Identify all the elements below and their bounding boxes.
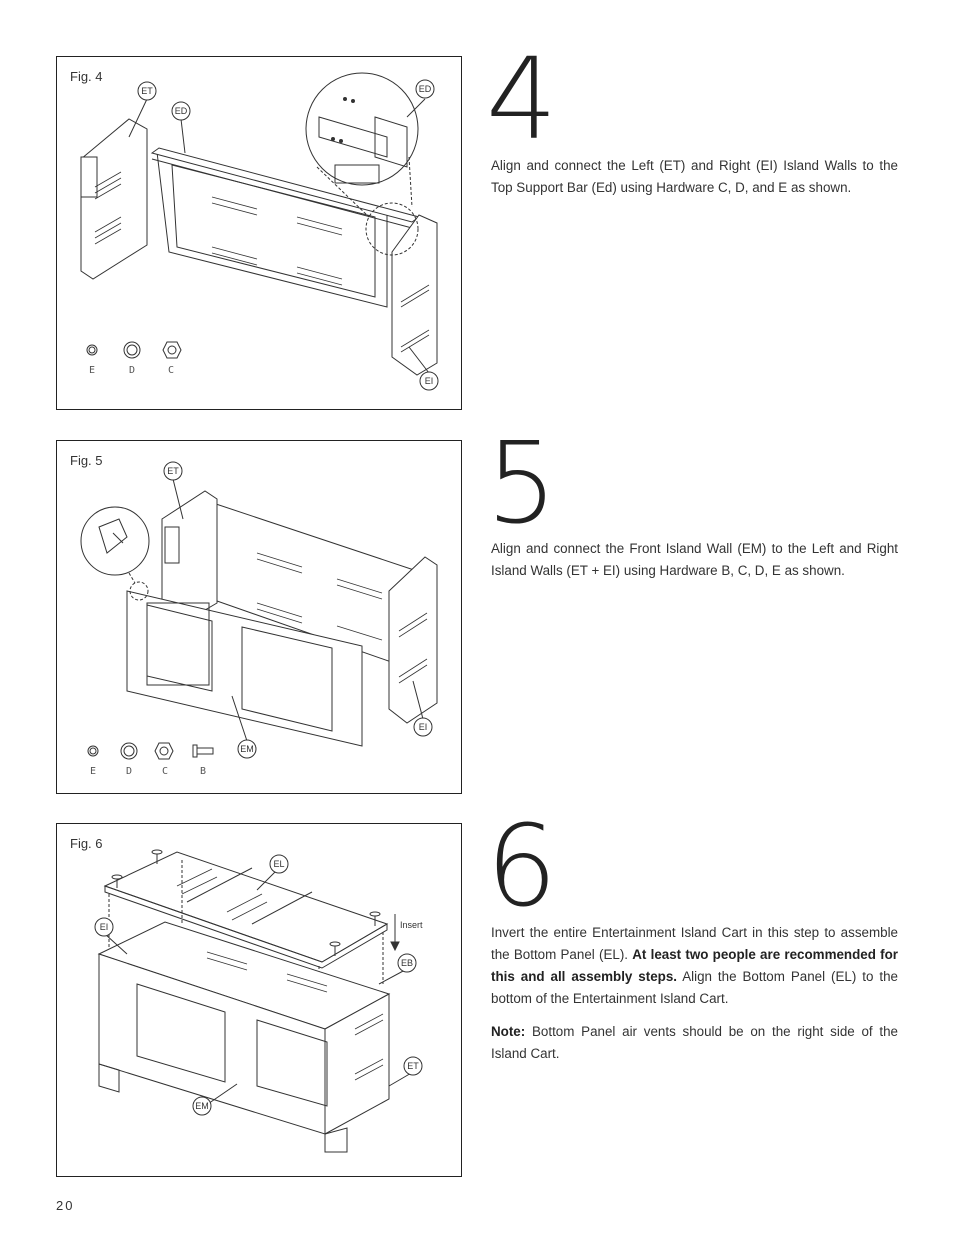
hardware-label: E: [89, 766, 97, 777]
fig6-illustration: [57, 824, 463, 1178]
figure-label: Fig. 5: [70, 453, 103, 468]
hardware-c-icon: [163, 342, 181, 358]
step-text: Align and connect the Front Island Wall (EM) to the Left and Right Island Walls (ET + EI) using Hardware B, C, D, E as shown.: [491, 541, 898, 578]
figure-label: Fig. 6: [70, 836, 103, 851]
callout-et: ET: [141, 86, 153, 96]
callout-ed: ED: [174, 106, 188, 116]
step-number: 5: [486, 419, 556, 549]
page-number: 20: [56, 1198, 75, 1213]
callout-ed: ED: [418, 84, 432, 94]
fig5-illustration: [57, 441, 463, 795]
hardware-label: C: [161, 766, 169, 777]
safety-warning: At least two people are recommended for this and all assembly steps.: [491, 947, 899, 984]
step-text-part: Invert the entire Entertainment Island Cart in this step to assemble the Bottom Panel (EL).: [491, 925, 898, 962]
figure-4: [56, 56, 462, 410]
step-text: Align and connect the Left (ET) and Right (EI) Island Walls to the Top Support Bar (Ed) using Hardware C, D, and E as shown.: [491, 158, 898, 195]
insert-label: Insert: [400, 920, 423, 930]
note: [491, 1021, 898, 1065]
callout-el: EL: [273, 859, 285, 869]
step-instructions: [491, 922, 898, 1076]
hardware-d-icon: [124, 342, 140, 358]
hardware-label: B: [199, 766, 207, 777]
hardware-d-icon: [121, 743, 137, 759]
note-label: Note:: [491, 1024, 526, 1039]
hardware-label: D: [125, 766, 133, 777]
hardware-c-icon: [155, 743, 173, 759]
hardware-label: E: [88, 365, 96, 376]
callout-ei: EI: [418, 722, 428, 732]
callout-ei: EI: [99, 922, 109, 932]
callout-em: EM: [240, 744, 254, 754]
figure-label: Fig. 4: [70, 69, 103, 84]
callout-eb: EB: [400, 958, 414, 968]
callout-et: ET: [167, 466, 179, 476]
fig4-illustration: [57, 57, 463, 411]
hardware-b-icon: [193, 745, 213, 757]
hardware-e-icon: [87, 345, 97, 355]
figure-5: [56, 440, 462, 794]
step-number: 6: [486, 802, 556, 932]
step-text-part: Align the Bottom Panel (EL) to the bottom of the Entertainment Island Cart.: [491, 969, 898, 1006]
callout-em: EM: [195, 1101, 209, 1111]
step-instructions: [491, 155, 898, 210]
hardware-label: D: [128, 365, 136, 376]
figure-6: [56, 823, 462, 1177]
hardware-label: C: [167, 365, 175, 376]
step-instructions: [491, 538, 898, 593]
step-text: [491, 922, 898, 1010]
note-text: Bottom Panel air vents should be on the right side of the Island Cart.: [491, 1024, 898, 1061]
step-number: 4: [486, 35, 556, 165]
callout-et: ET: [407, 1061, 419, 1071]
callout-ei: EI: [424, 376, 434, 386]
hardware-e-icon: [88, 746, 98, 756]
